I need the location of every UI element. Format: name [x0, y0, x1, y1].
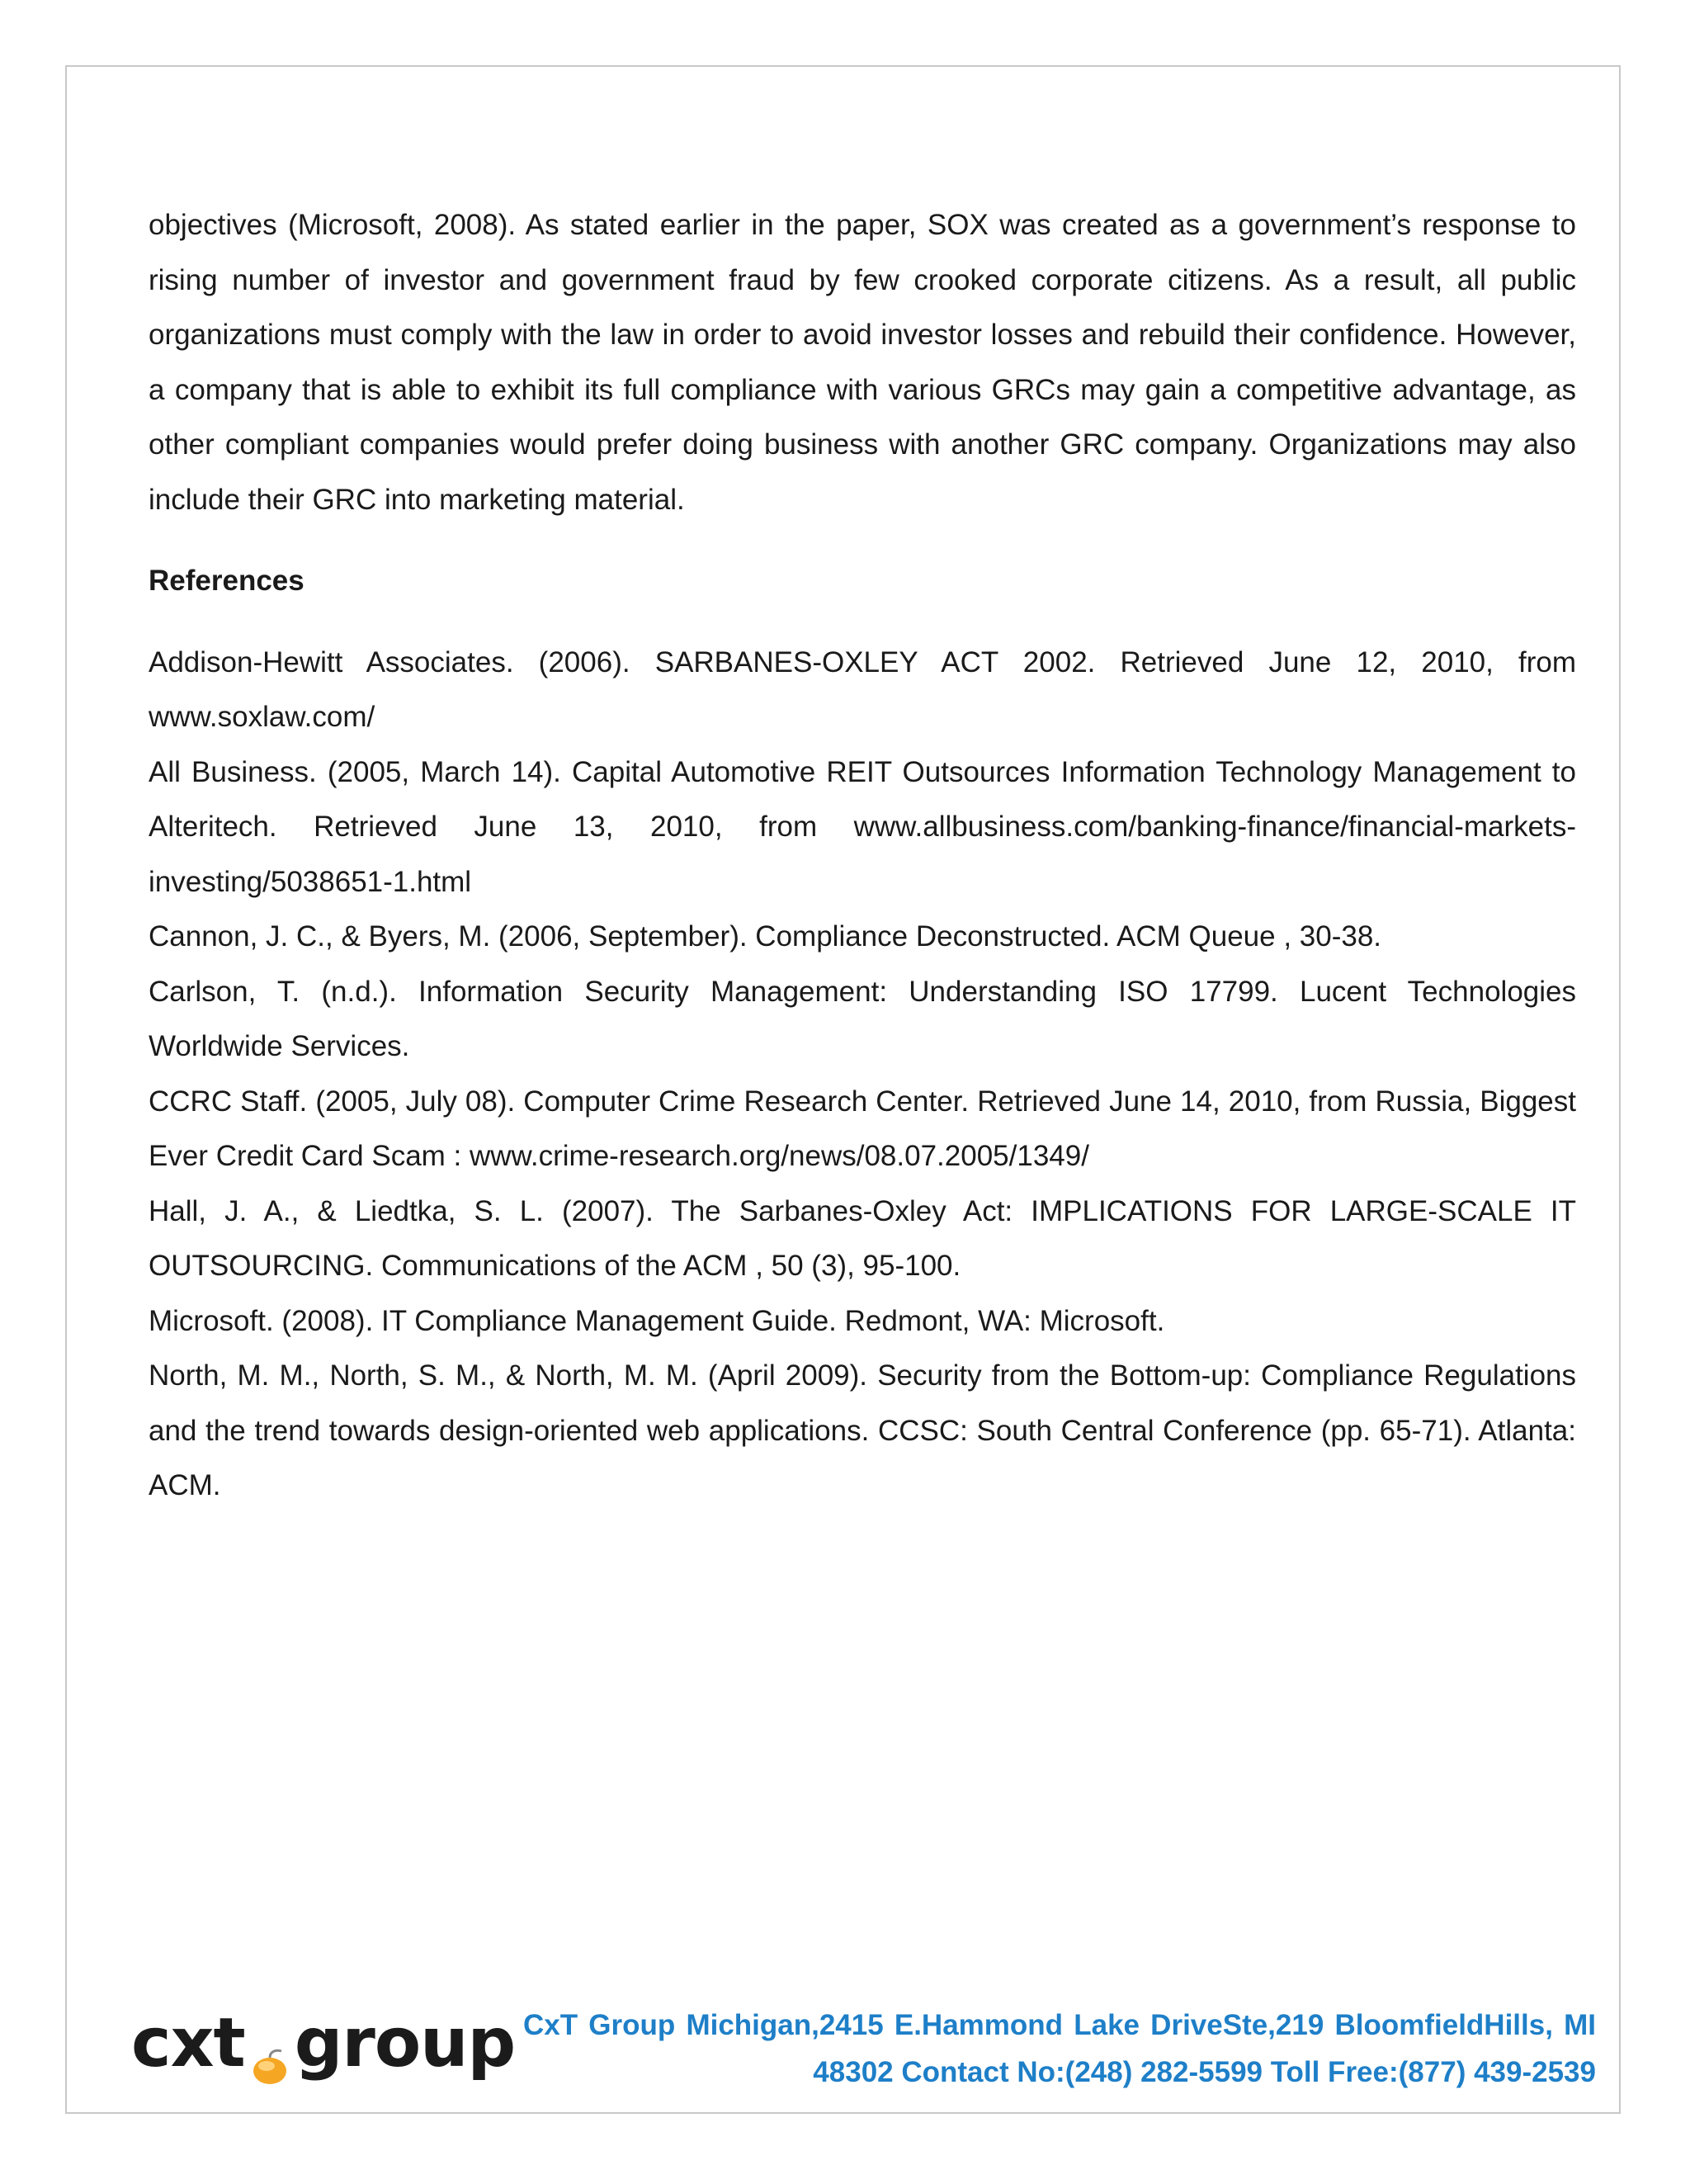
document-body [149, 198, 1576, 1514]
reference-item: Cannon, J. C., & Byers, M. (2006, September). Compliance Deconstructed. ACM Queue , 30-38. [149, 920, 1382, 953]
reference-item: All Business. (2005, March 14). Capital Automotive REIT Outsources Information Technology Management to Alteritech. Retrieved June 13, 2010, from www.allbusiness.com/banking-finance/financial-markets-investing/5038651-1.html [149, 755, 1576, 898]
company-logo [131, 2003, 516, 2082]
reference-item: Carlson, T. (n.d.). Information Security Management: Understanding ISO 17799. Lucent Technologies Worldwide Services. [149, 975, 1576, 1062]
mouse-logo-icon [248, 2027, 291, 2070]
body-paragraph: objectives (Microsoft, 2008). As stated earlier in the paper, SOX was created as a government’s response to rising number of investor and government fraud by few crooked corporate citizens. As a result, all public organizations must comply with the law in order to avoid investor losses and rebuild their confidence. However, a company that is able to exhibit its full compliance with various GRCs may gain a competitive advantage, as other compliant companies would prefer doing business with another GRC company. Organizations may also include their GRC into marketing material. [149, 209, 1576, 516]
logo-text-left: cxt [131, 2003, 245, 2082]
page-footer [65, 1985, 1621, 2101]
logo-text-right: group [294, 2003, 516, 2082]
reference-item: Microsoft. (2008). IT Compliance Management Guide. Redmont, WA: Microsoft. [149, 1304, 1165, 1337]
reference-item: Addison-Hewitt Associates. (2006). SARBANES-OXLEY ACT 2002. Retrieved June 12, 2010, from www.soxlaw.com/ [149, 645, 1576, 733]
reference-item: Hall, J. A., & Liedtka, S. L. (2007). The Sarbanes-Oxley Act: IMPLICATIONS FOR LARGE-SCALE IT OUTSOURCING. Communications of the ACM , 50 (3), 95-100. [149, 1194, 1576, 1282]
reference-item: North, M. M., North, S. M., & North, M. M. (April 2009). Security from the Bottom-up: Compliance Regulations and the trend towards design-oriented web applications. CCSC: South Central Conference (pp. 65-71). Atlanta: ACM. [149, 1359, 1576, 1501]
footer-address: CxT Group Michigan,2415 E.Hammond Lake DriveSte,219 BloomfieldHills, MI 48302 Contact No:(248) 282-5599 Toll Free:(877) 439-2539 [523, 2009, 1596, 2088]
references-heading: References [149, 565, 304, 597]
reference-item: CCRC Staff. (2005, July 08). Computer Crime Research Center. Retrieved June 14, 2010, from Russia, Biggest Ever Credit Card Scam : www.crime-research.org/news/08.07.2005/1349/ [149, 1085, 1576, 1172]
